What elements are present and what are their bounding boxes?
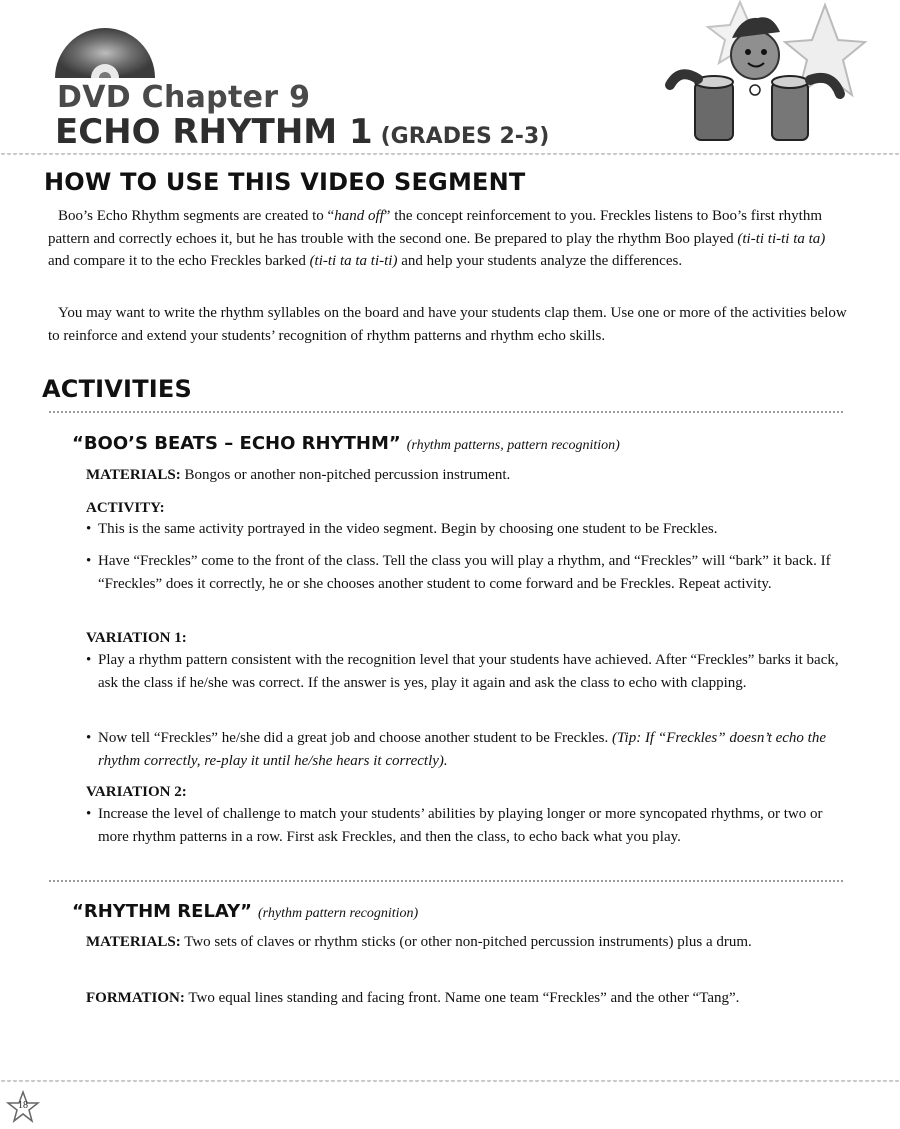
materials-label: MATERIALS:	[86, 934, 181, 950]
variation-1-label	[86, 627, 846, 649]
chapter-label: DVD Chapter 9	[57, 80, 311, 115]
variation-1-bullet-1	[86, 649, 848, 694]
variation-2-label-text: VARIATION 2:	[86, 784, 187, 800]
bullet-text: Now tell “Freckles” he/she did a great job and choose another student to be Freckles.	[98, 730, 613, 746]
bullet-dot: •	[86, 730, 92, 746]
activity-label-text: ACTIVITY:	[86, 500, 165, 516]
page-number: 18	[18, 1100, 28, 1111]
formation-text: Two equal lines standing and facing front. Name one team “Freckles” and the other “Tang”.	[184, 990, 740, 1006]
header-divider	[0, 153, 900, 159]
p1-emphasis-freckles-rhythm: (ti-ti ta ta ti-ti)	[309, 253, 398, 269]
bullet-text: Play a rhythm pattern consistent with the recognition level that your students have achieved. After “Freckles” barks it back, ask the class if he/she was correct. If the answer is yes, play it again and ask the class to echo with clapping.	[98, 652, 839, 691]
materials-text: Two sets of claves or rhythm sticks (or other non-pitched percussion instruments) plus a drum.	[180, 934, 752, 950]
activity-name: “RHYTHM RELAY”	[72, 901, 253, 922]
how-to-heading: HOW TO USE THIS VIDEO SEGMENT	[44, 168, 526, 196]
materials-label: MATERIALS:	[86, 467, 181, 483]
activity-title-boos-beats	[72, 433, 620, 454]
rhythm-relay-formation	[86, 987, 846, 1009]
title-grades: (GRADES 2-3)	[380, 124, 550, 149]
activity-bullet-2	[86, 550, 848, 595]
activity-title-rhythm-relay	[72, 901, 418, 922]
formation-label: FORMATION:	[86, 990, 185, 1006]
variation-1-bullet-2	[86, 727, 848, 772]
footer-divider	[0, 1080, 900, 1086]
variation-2-bullet-1	[86, 803, 848, 848]
boos-beats-materials	[86, 464, 846, 486]
bullet-dot: •	[86, 521, 92, 537]
how-to-paragraph-2: You may want to write the rhythm syllables on the board and have your students clap them. Use one or more of the activities below to reinforce and extend your students’ recognition of rhythm patterns and rhythm echo skills.	[48, 305, 847, 344]
tip-text: (Tip: If “Freckles” doesn’t echo the rhythm correctly, re-play it until he/she hears it correctly).	[98, 730, 826, 769]
activity-bullet-1	[86, 518, 848, 541]
p1-emphasis-hand-off: hand off	[334, 208, 384, 224]
p1-text-a: Boo’s Echo Rhythm segments are created to “	[58, 208, 335, 224]
activities-divider	[48, 411, 843, 413]
p1-emphasis-boo-rhythm: (ti-ti ti-ti ta ta)	[737, 230, 826, 247]
activity-label	[86, 497, 846, 519]
page-title	[55, 112, 549, 152]
bullet-dot: •	[86, 553, 92, 569]
activity-subtitle: (rhythm pattern recognition)	[258, 906, 419, 921]
bullet-dot: •	[86, 806, 92, 822]
variation-1-label-text: VARIATION 1:	[86, 630, 187, 646]
activity-subtitle: (rhythm patterns, pattern recognition)	[406, 438, 620, 453]
rhythm-relay-materials	[86, 931, 800, 953]
bullet-text: Have “Freckles” come to the front of the class. Tell the class you will play a rhythm, and “Freckles” will “bark” it back. If “Freckles” does it correctly, he or she chooses another student to come forward and be Freckles. Repeat activity.	[98, 553, 831, 592]
p1-text-d: and help your students analyze the differences.	[397, 253, 683, 269]
materials-text: Bongos or another non-pitched percussion instrument.	[180, 467, 511, 483]
how-to-paragraph-1	[48, 205, 850, 273]
activity-divider	[48, 880, 843, 882]
title-main: ECHO RHYTHM 1	[55, 112, 373, 152]
bullet-dot: •	[86, 652, 92, 668]
variation-2-label	[86, 781, 846, 803]
p1-text-c: and compare it to the echo Freckles barked	[48, 253, 310, 269]
freckles-mascot-icon	[660, 0, 870, 150]
p1-text-b: ” the concept reinforcement to you. Freckles listens to Boo’s first rhythm pattern and correctly echoes it, but he has trouble with the second one. Be prepared to play the rhythm Boo played	[48, 208, 823, 247]
bullet-text: Increase the level of challenge to match your students’ abilities by playing longer or more syncopated rhythms, or two or more rhythm patterns in a row. First ask Freckles, and then the class, to echo back what you play.	[98, 806, 823, 845]
page-number-badge	[6, 1090, 40, 1124]
activities-heading: ACTIVITIES	[42, 375, 192, 403]
bullet-text: This is the same activity portrayed in the video segment. Begin by choosing one student to be Freckles.	[98, 521, 718, 537]
activity-name: “BOO’S BEATS – ECHO RHYTHM”	[72, 433, 401, 454]
